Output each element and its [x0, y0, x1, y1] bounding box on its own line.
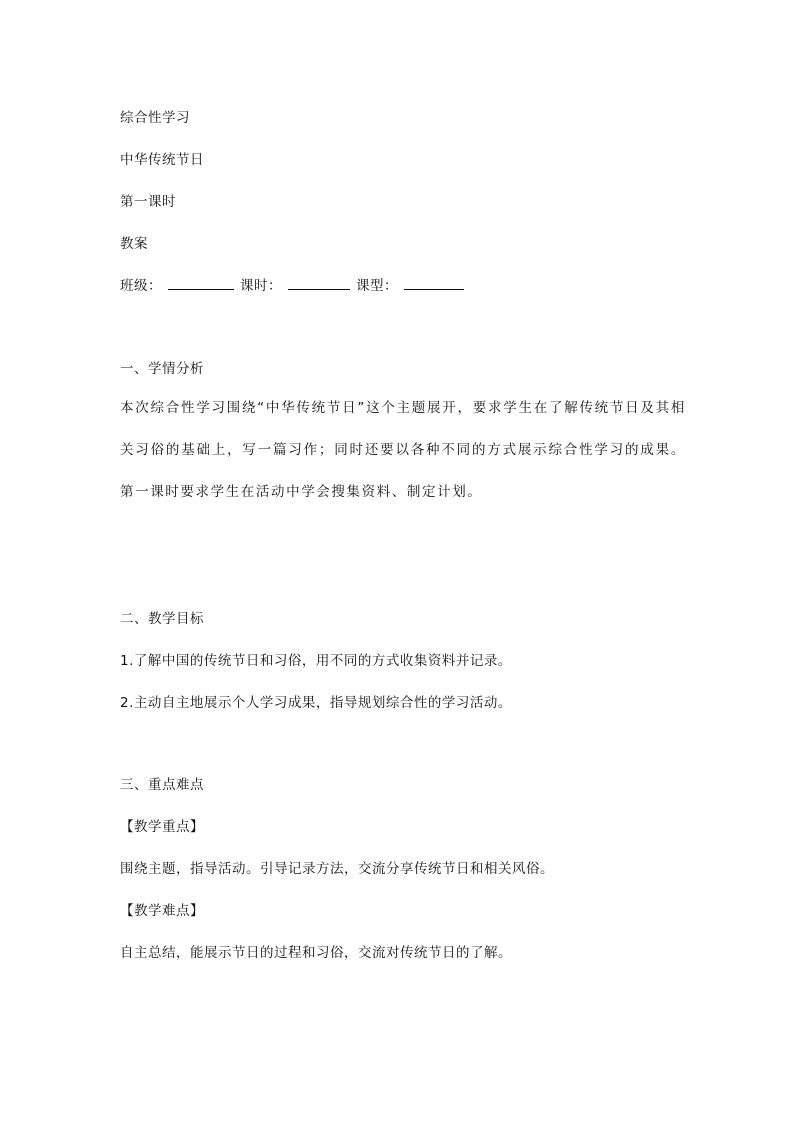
- key-point-text: 围绕主题，指导活动。引导记录方法，交流分享传统节日和相关风俗。: [120, 861, 554, 877]
- type-label: 课型：: [356, 278, 398, 294]
- period-blank: [288, 277, 350, 290]
- lesson-title: 第一课时: [120, 194, 176, 210]
- key-point-label: 【教学重点】: [120, 819, 204, 835]
- goal-item-1: 1.了解中国的传统节日和习俗，用不同的方式收集资料并记录。: [120, 653, 512, 669]
- difficulty-label: 【教学难点】: [120, 903, 204, 919]
- class-blank: [168, 277, 234, 290]
- info-line: [120, 277, 470, 295]
- difficulty-text: 自主总结，能展示节日的过程和习俗，交流对传统节日的了解。: [120, 945, 512, 961]
- section3-heading: 三、重点难点: [120, 777, 204, 793]
- period-label: 课时：: [240, 278, 282, 294]
- unit-title: 中华传统节日: [120, 152, 204, 168]
- class-label: 班级：: [120, 278, 162, 294]
- goal-item-2: 2.主动自主地展示个人学习成果，指导规划综合性的学习活动。: [120, 695, 512, 711]
- section1-body: 本次综合性学习围绕“中华传统节日”这个主题展开，要求学生在了解传统节日及其相关习俗的基础上，写一篇习作；同时还要以各种不同的方式展示综合性学习的成果。第一课时要求学生在活动中学会搜集资料、制定计划。: [120, 400, 686, 500]
- subject-title: 综合性学习: [120, 110, 190, 126]
- section2-heading: 二、教学目标: [120, 611, 204, 627]
- type-blank: [404, 277, 464, 290]
- doc-type-title: 教案: [120, 236, 148, 252]
- section1-heading: 一、学情分析: [120, 361, 204, 377]
